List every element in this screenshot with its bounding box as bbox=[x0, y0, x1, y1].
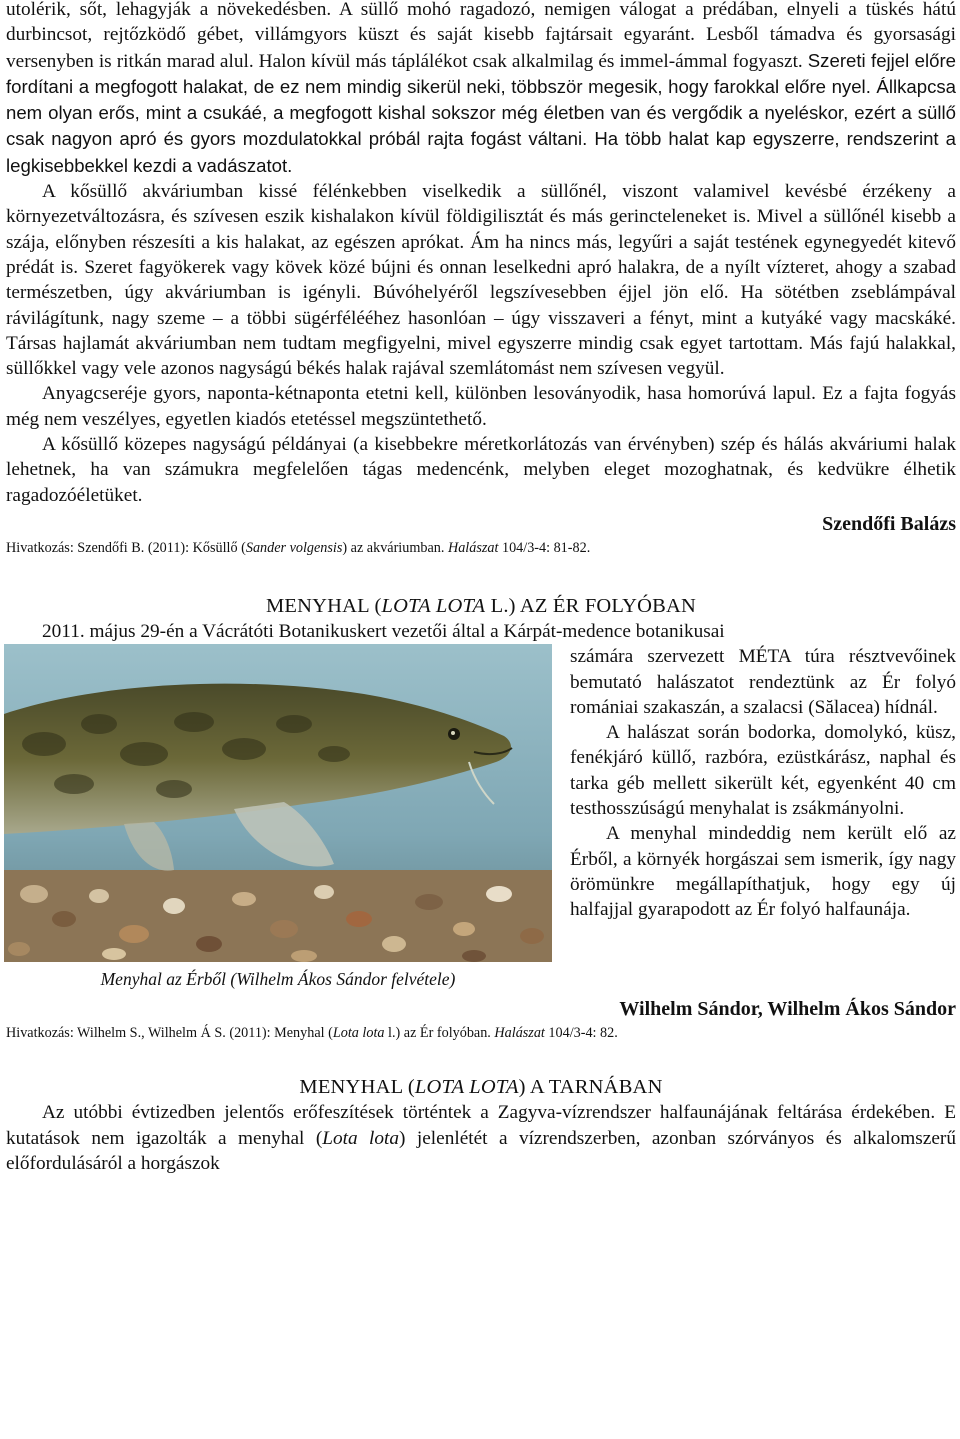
paragraph-4: A kősüllő közepes nagyságú példányai (a kisebbekre méretkorlátozás van érvényben) szép és hálás akváriumi halak lehetnek, ha van számukra megfelelően tágas medencénk, melyben eleget mozoghatnak, és kedvükre élhetik ragadozóéletüket. bbox=[6, 434, 956, 506]
article-2-heading bbox=[6, 593, 956, 619]
heading-3-post: ) A TARNÁBAN bbox=[518, 1076, 663, 1099]
paragraph-1 bbox=[6, 0, 956, 179]
paragraph-3: Anyagcseréje gyors, naponta-kétnaponta etetni kell, különben lesoványodik, hasa homorúvá lapul. Ez a fajta fogyás még nem veszélyes, egyetlen kiadós etetéssel megszüntethető. bbox=[6, 383, 956, 430]
fish-photo-figure bbox=[4, 644, 552, 990]
article-1-author: Szendőfi Balázs bbox=[822, 512, 956, 535]
body-3-pre: Az utóbbi évtizedben jelentős erőfeszítések történtek a Zagyva-vízrendszer halfaunájának feltárása érdekében. E kutatások nem igazolták a menyhal ( bbox=[6, 1102, 956, 1149]
article-2-intro: 2011. május 29-én a Vácrátóti Botanikuskert vezetői által a Kárpát-medence botanikusai bbox=[42, 620, 725, 642]
article-menyhal-er bbox=[6, 593, 956, 1042]
article-2-body-3: A menyhal mindeddig nem került elő az Érből, a környék horgászai sem ismerik, így nagy örömünkre megállapíthatjuk, hogy egy új halfajjal gyarapodott az Ér folyó halfaunája. bbox=[570, 823, 956, 921]
heading-2-pre: MENYHAL ( bbox=[266, 594, 382, 617]
ref-2-suffix: 104/3-4: 82. bbox=[544, 1025, 618, 1042]
article-2-author: Wilhelm Sándor, Wilhelm Ákos Sándor bbox=[619, 998, 956, 1021]
photo-caption: Menyhal az Érből (Wilhelm Ákos Sándor felvétele) bbox=[100, 969, 456, 990]
paragraph-1-part-b: Szereti fejjel előre fordítani a megfogott halakat, de ez nem mindig sikerül neki, többször megesik, hogy farokkal előre nyel. bbox=[6, 49, 956, 97]
article-3-body bbox=[6, 1100, 956, 1176]
heading-2-post: L.) AZ ÉR FOLYÓBAN bbox=[485, 594, 696, 617]
article-2-body-1: számára szervezett MÉTA túra résztvevőinek bemutató halászatot rendeztünk az Ér folyó romániai szakaszán, a szalacsi (Sălacea) hídnál. bbox=[570, 646, 956, 718]
paragraph-1-part-c: Állkapcsa nem olyan erős, mint a csukáé, a megfogott kishal sokszor még életben van és vergődik a nyeléskor, ezért a süllő csak nagyon apró és gyors mozdulatokkal próbál rajta fogást váltani. Ha több halat kap egyszerre, rendszerint a legkisebbekkel kezdi a vadászatot. bbox=[6, 75, 956, 176]
fish-photo-icon bbox=[4, 644, 552, 962]
ref-1-middle: ) az akváriumban. bbox=[342, 539, 448, 556]
ref-2-middle: l.) az Ér folyóban. bbox=[384, 1025, 495, 1042]
heading-3-italic: LOTA LOTA bbox=[414, 1076, 519, 1099]
heading-3-pre: MENYHAL ( bbox=[299, 1076, 415, 1099]
article-1-reference bbox=[6, 539, 956, 557]
ref-2-species: Lota lota bbox=[332, 1025, 385, 1042]
body-3-post: ) jelenlétét a vízrendszerben, azonban szórványos és alkalomszerű előfordulásáról a horgászok bbox=[6, 1127, 956, 1174]
ref-1-prefix: Hivatkozás: Szendőfi B. (2011): Kősüllő ( bbox=[6, 539, 246, 556]
ref-1-suffix: 104/3-4: 81-82. bbox=[498, 539, 591, 556]
ref-2-journal: Halászat bbox=[494, 1025, 545, 1042]
article-2-reference bbox=[6, 1024, 956, 1042]
article-menyhal-tarna bbox=[6, 1074, 956, 1176]
article-3-heading bbox=[6, 1074, 956, 1100]
ref-1-journal: Halászat bbox=[447, 539, 499, 556]
ref-1-species: Sander volgensis bbox=[245, 539, 343, 556]
ref-2-prefix: Hivatkozás: Wilhelm S., Wilhelm Á S. (2011): Menyhal ( bbox=[6, 1025, 333, 1042]
paragraph-1-part-a: utolérik, sőt, lehagyják a növekedésben. A süllő mohó ragadozó, nemigen válogat a prédában, elnyeli a tüskés hátú durbincsot, rejtőzködő gébet, villámgyors küszt és saját kisebb fajtársait egyaránt. Lesből támadva és gyorsasági versenyben is ritkán marad alul. Halon kívül más táplálékot csak alkalmilag és immel-ámmal fogyaszt. bbox=[6, 0, 956, 72]
article-2-body-2: A halászat során bodorka, domolykó, küsz, fenékjáró küllő, razbóra, ezüstkárász, naphal és tarka géb mellett sikerült két, egyenként 40 cm testhosszúságú menyhalat is zsákmányolni. bbox=[570, 722, 956, 820]
paragraph-2: A kősüllő akváriumban kissé félénkebben viselkedik a süllőnél, viszont valamivel kevésbé érzékeny a környezetváltozásra, és szívesen eszik kishalakon kívül földigilisztát és más gerincteleneket is. Mivel a süllőnél kisebb a szája, előnyben részesíti a kis halakat, az egészen aprókat. Ám ha nincs más, legyűri a saját testének egynegyedét kitevő prédát is. Szeret fagyökerek vagy kövek közé bújni és onnan leselkedni apró halakra, de a nyílt vízteret, ahogy a szabad természetben, úgy akváriumban is igényli. Búvóhelyéről legszívesebben éjjel jön elő. Ha sötétben zseblámpával rávilágítunk, nagy szeme – a többi sügérfélééhez hasonlóan – úgy visszaveri a fényt, mint a kutyáké vagy macskáké. Társas hajlamát akváriumban nem tudtam megfigyelni, mivel egyszerre mindig csak egyet tartottam. Más fajú halakkal, süllőkkel vagy vele azonos nagyságú békés halak rajával szemlátomást nem szívesen vegyül. bbox=[6, 181, 956, 380]
body-3-italic: Lota lota bbox=[322, 1127, 400, 1149]
heading-2-italic: LOTA LOTA bbox=[381, 594, 486, 617]
article-kosullo bbox=[6, 0, 956, 557]
